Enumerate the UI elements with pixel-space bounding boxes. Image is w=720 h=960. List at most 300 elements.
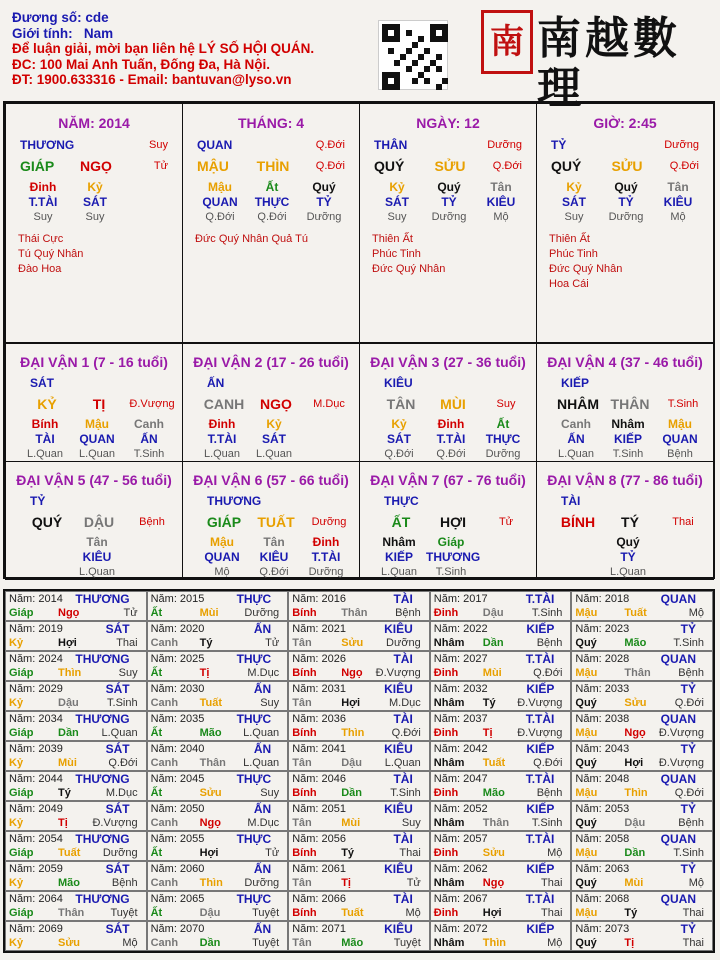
- hidden-deity: SÁT: [562, 195, 586, 209]
- year-chi: Hợi: [482, 907, 502, 919]
- year-chi: Mão: [482, 787, 505, 799]
- year-deity: TÀI: [393, 892, 413, 906]
- hidden-state: L.Quan: [255, 448, 293, 460]
- dai-van-title: ĐẠI VẬN 1 (7 - 16 tuổi): [20, 354, 168, 370]
- hidden-deity: QUAN: [204, 550, 240, 564]
- year-deity: ẤN: [253, 802, 272, 816]
- year-cell: [430, 711, 572, 741]
- dai-van-can: QUÝ: [31, 514, 63, 530]
- hidden-stem: Ất: [265, 180, 279, 194]
- hidden-state: Dưỡng: [608, 211, 644, 223]
- dai-van-can: KỶ: [37, 396, 57, 412]
- year-chi: Hợi: [199, 847, 219, 859]
- year-label: Năm: 2052: [433, 803, 488, 815]
- year-state: Mộ: [122, 937, 138, 949]
- year-chi: Tuất: [482, 757, 506, 769]
- hidden-stem: Quý: [312, 180, 336, 194]
- year-state: Suy: [401, 817, 421, 829]
- year-can: Giáp: [9, 607, 34, 619]
- hidden-stem: Nhâm: [611, 417, 645, 431]
- year-label: Năm: 2038: [575, 713, 630, 725]
- year-label: Năm: 2020: [150, 623, 205, 635]
- year-deity: THƯƠNG: [75, 772, 130, 786]
- year-label: Năm: 2019: [9, 623, 63, 635]
- pillar-panel: [359, 103, 537, 343]
- year-label: Năm: 2014: [9, 593, 63, 605]
- year-chi: Tị: [624, 937, 635, 949]
- year-chi: Hợi: [58, 637, 77, 649]
- hidden-state: T.Sinh: [435, 566, 467, 578]
- dai-van-deity: THỰC: [384, 494, 419, 508]
- year-label: Năm: 2025: [150, 653, 205, 665]
- hidden-stem: Nhâm: [382, 535, 416, 549]
- year-label: Năm: 2033: [575, 683, 630, 695]
- shensha-note: Hoa Cái: [549, 278, 589, 290]
- year-chi: Thìn: [341, 727, 365, 739]
- year-cell: [430, 741, 572, 771]
- pillar-title: GIỜ: 2:45: [593, 115, 657, 131]
- year-cell: [430, 861, 572, 891]
- year-state: Bệnh: [678, 817, 704, 829]
- hidden-deity: T.TÀI: [207, 432, 237, 446]
- year-can: Bính: [292, 727, 317, 739]
- dai-van-chi: DẬU: [83, 514, 115, 530]
- year-chi: Tuất: [341, 907, 364, 919]
- hidden-deity: TỶ: [620, 550, 636, 564]
- year-state: Dưỡng: [386, 637, 421, 649]
- year-label: Năm: 2028: [575, 653, 630, 665]
- hidden-deity: KIẾP: [384, 550, 413, 564]
- hidden-state: Mộ: [670, 211, 686, 223]
- year-deity: KIÊU: [384, 862, 413, 876]
- hidden-deity: TỶ: [441, 195, 457, 209]
- hidden-state: Mộ: [493, 211, 509, 223]
- year-cell: [147, 651, 289, 681]
- hidden-state: L.Quan: [609, 566, 647, 578]
- dai-van-title: ĐẠI VẬN 6 (57 - 66 tuổi): [193, 472, 349, 488]
- year-chi: Thân: [341, 607, 368, 619]
- year-chi: Dần: [58, 727, 79, 739]
- year-can: Kỷ: [9, 817, 24, 829]
- year-state: L.Quan: [243, 727, 280, 739]
- hidden-deity: T.TÀI: [436, 432, 466, 446]
- year-can: Mậu: [575, 787, 598, 799]
- dai-van-deity: TÀI: [561, 494, 581, 508]
- pillar-can: QUÝ: [551, 158, 582, 174]
- year-deity: KIÊU: [384, 682, 413, 696]
- shensha-note: Đức Quý Nhân: [372, 263, 446, 275]
- year-deity: THƯƠNG: [75, 592, 130, 606]
- year-state: Mộ: [688, 607, 704, 619]
- dai-van-panel: [5, 343, 183, 462]
- year-label: Năm: 2024: [9, 653, 63, 665]
- year-cell: [430, 831, 572, 861]
- pillar-state: Q.Đới: [315, 139, 345, 151]
- year-cell: [571, 771, 713, 801]
- year-cell: [5, 711, 147, 741]
- year-label: Năm: 2060: [150, 863, 205, 875]
- hidden-stem: Đinh: [437, 417, 465, 431]
- year-label: Năm: 2049: [9, 803, 63, 815]
- year-chi: Sửu: [341, 637, 364, 649]
- year-label: Năm: 2026: [292, 653, 346, 665]
- year-deity: TỶ: [680, 742, 696, 756]
- dai-van-chi: TÝ: [621, 514, 639, 530]
- year-deity: TÀI: [393, 712, 413, 726]
- dai-van-title: ĐẠI VẬN 7 (67 - 76 tuổi): [370, 472, 526, 488]
- year-cell: [571, 651, 713, 681]
- shensha-note: Phúc Tinh: [372, 248, 421, 260]
- year-state: Đ.Vượng: [517, 727, 563, 739]
- dai-van-state: T.Sinh: [667, 398, 699, 410]
- year-deity: QUAN: [660, 832, 696, 846]
- year-cell: [147, 801, 289, 831]
- year-can: Nhâm: [433, 757, 465, 769]
- hidden-state: Suy: [33, 211, 53, 223]
- year-label: Năm: 2027: [433, 653, 488, 665]
- header-info: [12, 10, 314, 88]
- year-label: Năm: 2041: [292, 743, 346, 755]
- year-chi: Mùi: [624, 877, 644, 889]
- year-can: Tân: [292, 817, 312, 829]
- year-state: Bệnh: [536, 787, 563, 799]
- year-state: Dưỡng: [244, 607, 280, 619]
- pillar-can: QUÝ: [374, 158, 405, 174]
- shensha-note: Đức Quý Nhân: [549, 263, 623, 275]
- year-cell: [5, 861, 147, 891]
- year-state: Bệnh: [111, 877, 138, 889]
- year-state: L.Quan: [101, 727, 138, 739]
- year-cell: [571, 711, 713, 741]
- year-can: Ất: [150, 727, 163, 739]
- year-label: Năm: 2073: [575, 923, 630, 935]
- year-chi: Sửu: [482, 847, 505, 859]
- year-chi: Tý: [58, 787, 71, 799]
- year-chi: Mão: [58, 877, 80, 889]
- year-deity: TÀI: [393, 652, 413, 666]
- year-cell: [5, 741, 147, 771]
- year-chi: Dần: [624, 847, 646, 859]
- year-chi: Tý: [624, 907, 638, 919]
- year-chi: Tý: [482, 697, 496, 709]
- hidden-stem: Mậu: [85, 417, 109, 431]
- hidden-state: Mộ: [214, 566, 230, 578]
- year-state: Suy: [260, 697, 280, 709]
- dai-van-chi: MÙI: [440, 396, 466, 412]
- hidden-deity: SÁT: [83, 195, 107, 209]
- year-deity: TỶ: [680, 682, 696, 696]
- year-can: Giáp: [9, 907, 34, 919]
- year-chi: Tuất: [624, 607, 647, 619]
- hidden-deity: QUAN: [662, 432, 698, 446]
- hidden-deity: KIẾP: [613, 432, 642, 446]
- year-state: Dưỡng: [102, 847, 138, 859]
- year-state: Đ.Vượng: [375, 667, 421, 679]
- year-state: Suy: [260, 787, 280, 799]
- year-state: M.Dục: [389, 697, 421, 709]
- hidden-state: L.Quan: [557, 448, 595, 460]
- pillar-deity: QUAN: [197, 138, 233, 152]
- year-can: Mậu: [575, 847, 598, 859]
- year-cell: [5, 921, 147, 951]
- dai-van-chi: THÂN: [610, 396, 650, 412]
- year-deity: THỰC: [236, 832, 272, 846]
- year-chi: Tị: [341, 877, 351, 889]
- year-chi: Tý: [341, 847, 355, 859]
- year-deity: THƯƠNG: [75, 712, 130, 726]
- year-cell: [5, 681, 147, 711]
- year-label: Năm: 2044: [9, 773, 63, 785]
- year-can: Giáp: [9, 727, 34, 739]
- hidden-deity: T.TÀI: [28, 195, 58, 209]
- year-state: Tử: [265, 637, 280, 649]
- year-cell: [5, 801, 147, 831]
- shensha-note: Đào Hoa: [18, 263, 62, 275]
- hidden-deity: TỶ: [618, 195, 634, 209]
- year-deity: ẤN: [253, 922, 272, 936]
- year-can: Tân: [292, 637, 312, 649]
- year-deity: KIẾP: [526, 802, 555, 816]
- hidden-stem: Canh: [561, 417, 591, 431]
- year-can: Kỷ: [9, 937, 24, 949]
- dai-van-state: Đ.Vượng: [129, 398, 175, 410]
- shensha-note: Phúc Tinh: [549, 248, 598, 260]
- year-can: Đinh: [433, 727, 459, 739]
- hidden-stem: Kỷ: [391, 417, 407, 431]
- year-state: Tử: [406, 877, 421, 889]
- year-can: Mậu: [575, 727, 598, 739]
- year-chi: Tị: [482, 727, 493, 739]
- year-chi: Mão: [341, 937, 364, 949]
- dai-van-can: TÂN: [386, 396, 416, 412]
- year-cell: [288, 621, 430, 651]
- year-label: Năm: 2066: [292, 893, 346, 905]
- year-label: Năm: 2069: [9, 923, 63, 935]
- year-state: Q.Đới: [533, 667, 563, 679]
- year-chi: Mão: [199, 727, 222, 739]
- dai-van-panel: [359, 461, 537, 580]
- year-deity: ẤN: [253, 682, 272, 696]
- dai-van-panel: [359, 343, 537, 462]
- dai-van-panel: [182, 343, 360, 462]
- year-cell: [288, 741, 430, 771]
- hidden-stem: Mậu: [668, 417, 692, 431]
- hidden-deity: TỶ: [316, 195, 332, 209]
- dai-van-state: Dưỡng: [311, 516, 347, 528]
- hidden-stem: Quý: [616, 535, 640, 549]
- year-can: Quý: [575, 637, 597, 649]
- hidden-stem: Tân: [263, 535, 285, 549]
- year-state: Q.Đới: [391, 727, 421, 739]
- year-label: Năm: 2067: [433, 893, 488, 905]
- dai-van-title: ĐẠI VẬN 5 (47 - 56 tuổi): [16, 472, 172, 488]
- year-cell: [147, 741, 289, 771]
- year-label: Năm: 2042: [433, 743, 488, 755]
- hidden-stem: Mậu: [208, 180, 232, 194]
- year-cell: [571, 861, 713, 891]
- year-cell: [288, 831, 430, 861]
- hidden-stem: Quý: [614, 180, 638, 194]
- hidden-state: Dưỡng: [308, 566, 344, 578]
- year-cell: [5, 651, 147, 681]
- year-deity: THỰC: [236, 772, 272, 786]
- year-can: Đinh: [433, 607, 459, 619]
- year-can: Bính: [292, 847, 317, 859]
- year-chi: Ngọ: [624, 727, 646, 739]
- dai-van-panel: [5, 461, 183, 580]
- year-can: Bính: [292, 607, 317, 619]
- year-state: T.Sinh: [531, 817, 563, 829]
- year-chi: Dậu: [58, 697, 79, 709]
- year-cell: [147, 591, 289, 621]
- hidden-deity: T.TÀI: [311, 550, 341, 564]
- dai-van-title: ĐẠI VẬN 3 (27 - 36 tuổi): [370, 354, 526, 370]
- year-can: Tân: [292, 697, 312, 709]
- year-can: Quý: [575, 757, 597, 769]
- year-state: T.Sinh: [107, 697, 138, 709]
- year-label: Năm: 2032: [433, 683, 488, 695]
- dai-van-state: M.Dục: [313, 398, 345, 410]
- brand-logo: 南越數理: [537, 13, 681, 114]
- year-chi: Ngọ: [199, 817, 221, 829]
- hidden-deity: ẤN: [140, 432, 158, 446]
- hidden-state: Dưỡng: [306, 211, 342, 223]
- year-chi: Thìn: [482, 937, 507, 949]
- year-can: Bính: [292, 907, 317, 919]
- year-chi: Dậu: [199, 907, 221, 919]
- year-label: Năm: 2064: [9, 893, 63, 905]
- year-cell: [147, 921, 289, 951]
- year-chi: Dậu: [482, 607, 504, 619]
- hidden-state: Q.Đới: [384, 448, 414, 460]
- year-deity: QUAN: [660, 592, 696, 606]
- year-state: Thai: [540, 907, 563, 919]
- hidden-state: Dưỡng: [431, 211, 467, 223]
- year-state: T.Sinh: [673, 637, 704, 649]
- year-can: Giáp: [9, 787, 34, 799]
- year-can: Bính: [292, 667, 317, 679]
- year-label: Năm: 2062: [433, 863, 488, 875]
- year-label: Năm: 2070: [150, 923, 205, 935]
- year-can: Tân: [292, 937, 312, 949]
- dai-van-deity: THƯƠNG: [207, 494, 262, 508]
- dai-van-state: Tử: [498, 516, 514, 528]
- hidden-state: Q.Đới: [205, 211, 235, 223]
- pillar-state: Dưỡng: [487, 139, 522, 151]
- hidden-state: Q.Đới: [257, 211, 287, 223]
- year-deity: QUAN: [660, 712, 696, 726]
- dai-van-state: Bệnh: [139, 516, 165, 528]
- shensha-note: Đức Quý Nhân Quả Tú: [195, 233, 308, 245]
- year-chi: Hợi: [341, 697, 361, 709]
- year-cell: [430, 771, 572, 801]
- hidden-stem: Đinh: [29, 180, 57, 194]
- hidden-stem: Ất: [496, 417, 510, 431]
- hidden-stem: Đinh: [208, 417, 236, 431]
- dai-van-deity: KIẾP: [561, 376, 590, 390]
- year-can: Đinh: [433, 667, 459, 679]
- year-can: Tân: [292, 877, 312, 889]
- year-label: Năm: 2053: [575, 803, 630, 815]
- dai-van-title: ĐẠI VẬN 8 (77 - 86 tuổi): [547, 472, 703, 488]
- year-state: T.Sinh: [531, 607, 563, 619]
- year-deity: TỶ: [680, 922, 696, 936]
- year-label: Năm: 2055: [150, 833, 205, 845]
- year-cell: [147, 681, 289, 711]
- dai-van-deity: TỶ: [30, 494, 46, 508]
- year-can: Nhâm: [433, 877, 465, 889]
- year-chi: Dậu: [341, 757, 362, 769]
- hidden-state: Suy: [387, 211, 407, 223]
- year-label: Năm: 2057: [433, 833, 488, 845]
- year-cell: [430, 621, 572, 651]
- annual-luck-table: [3, 589, 715, 953]
- year-can: Kỷ: [9, 637, 24, 649]
- year-cell: [147, 831, 289, 861]
- hidden-stem: Bính: [31, 417, 59, 431]
- year-chi: Thân: [482, 817, 510, 829]
- hidden-state: Bệnh: [667, 448, 693, 460]
- year-can: Bính: [292, 787, 317, 799]
- dai-van-title: ĐẠI VẬN 4 (37 - 46 tuổi): [547, 354, 703, 370]
- year-state: Thai: [399, 847, 421, 859]
- hidden-deity: SÁT: [387, 432, 411, 446]
- hidden-state: L.Quan: [78, 448, 116, 460]
- year-cell: [5, 621, 147, 651]
- shensha-note: Thái Cực: [18, 233, 64, 245]
- year-can: Mậu: [575, 907, 598, 919]
- year-cell: [288, 921, 430, 951]
- year-can: Quý: [575, 817, 597, 829]
- year-deity: QUAN: [660, 892, 696, 906]
- year-deity: SÁT: [105, 742, 130, 756]
- year-label: Năm: 2045: [150, 773, 205, 785]
- year-deity: THƯƠNG: [75, 652, 130, 666]
- year-state: Mộ: [547, 937, 563, 949]
- year-cell: [288, 711, 430, 741]
- hidden-stem: Giáp: [437, 535, 465, 549]
- pillar-panel: [182, 103, 360, 343]
- year-deity: KIÊU: [384, 742, 413, 756]
- year-state: Mộ: [547, 847, 563, 859]
- year-deity: SÁT: [105, 922, 130, 936]
- year-label: Năm: 2029: [9, 683, 63, 695]
- year-label: Năm: 2068: [575, 893, 630, 905]
- year-state: Tuyệt: [393, 937, 421, 949]
- year-cell: [5, 831, 147, 861]
- year-deity: KIẾP: [526, 862, 555, 876]
- year-state: Đ.Vượng: [92, 817, 138, 829]
- year-cell: [147, 711, 289, 741]
- year-label: Năm: 2021: [292, 623, 346, 635]
- year-label: Năm: 2018: [575, 593, 630, 605]
- year-state: Tử: [265, 847, 280, 859]
- year-label: Năm: 2072: [433, 923, 488, 935]
- year-can: Ất: [150, 607, 163, 619]
- year-deity: THỰC: [236, 652, 272, 666]
- hidden-stem: Quý: [437, 180, 461, 194]
- hidden-state: Suy: [564, 211, 584, 223]
- hidden-deity: SÁT: [262, 432, 286, 446]
- address-line: ĐC: 100 Mai Anh Tuấn, Đống Đa, Hà Nội.: [12, 56, 271, 72]
- year-deity: T.TÀI: [525, 712, 555, 726]
- year-can: Tân: [292, 757, 312, 769]
- year-state: Bệnh: [395, 607, 421, 619]
- year-state: L.Quan: [243, 757, 280, 769]
- year-label: Năm: 2059: [9, 863, 63, 875]
- pillar-state2: Tử: [153, 160, 168, 172]
- year-cell: [571, 621, 713, 651]
